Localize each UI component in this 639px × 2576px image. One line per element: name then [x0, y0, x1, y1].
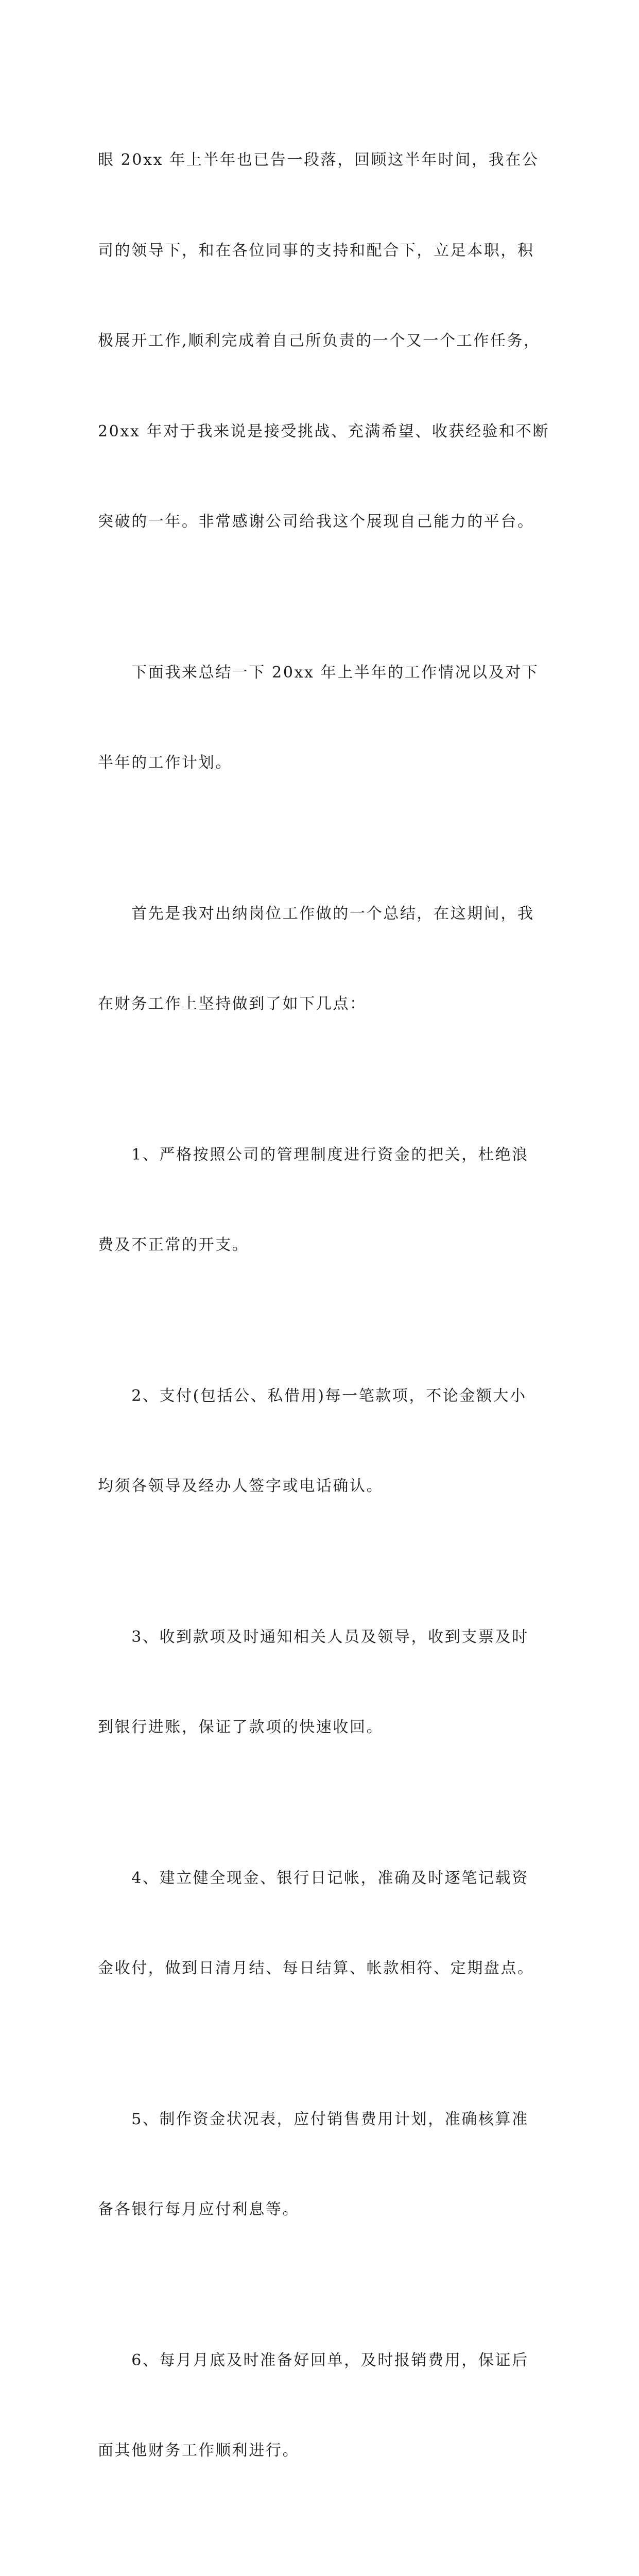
text-line: 备各银行每月应付利息等。: [98, 2195, 546, 2225]
text-line: 20xx 年对于我来说是接受挑战、充满希望、收获经验和不断: [98, 417, 546, 447]
text-line: 费及不正常的开支。: [98, 1230, 546, 1261]
text-line: 3、收到款项及时通知相关人员及领导，收到支票及时: [98, 1622, 546, 1653]
text-line: 半年的工作计划。: [98, 748, 546, 778]
text-line: 下面我来总结一下 20xx 年上半年的工作情况以及对下: [98, 658, 546, 688]
list-item-6: [98, 2285, 546, 2527]
text-line: 突破的一年。非常感谢公司给我这个展现自己能力的平台。: [98, 507, 546, 537]
list-item-2: [98, 1321, 546, 1562]
text-line: 金收付，做到日清月结、每日结算、帐款相符、定期盘点。: [98, 1954, 546, 1984]
text-line: 6、每月月底及时准备好回单，及时报销费用，保证后: [98, 2346, 546, 2376]
text-line: 4、建立健全现金、银行日记帐，准确及时逐笔记载资: [98, 1863, 546, 1894]
list-item-7: [98, 2527, 546, 2576]
text-line: 极展开工作,顺利完成着自己所负责的一个又一个工作任务，: [98, 326, 546, 357]
text-line: 司的领导下，和在各位同事的支持和配合下，立足本职，积: [98, 236, 546, 266]
list-item-4: [98, 1803, 546, 2044]
text-line: 2、支付(包括公、私借用)每一笔款项，不论金额大小: [98, 1381, 546, 1412]
text-line: 首先是我对出纳岗位工作做的一个总结，在这期间，我: [98, 899, 546, 929]
list-item-5: [98, 2044, 546, 2285]
paragraph-intro: [98, 85, 546, 598]
text-line: 5、制作资金状况表，应付销售费用计划，准确核算准: [98, 2105, 546, 2135]
document-body: [98, 85, 546, 2576]
text-line: 1、严格按照公司的管理制度进行资金的把关，杜绝浪: [98, 1140, 546, 1171]
paragraph-summary-intro: [98, 598, 546, 839]
text-line: 到银行进账，保证了款项的快速收回。: [98, 1713, 546, 1743]
text-line: 面其他财务工作顺利进行。: [98, 2436, 546, 2466]
list-item-3: [98, 1562, 546, 1803]
text-line: 眼 20xx 年上半年也已告一段落，回顾这半年时间，我在公: [98, 145, 546, 176]
document-page: [0, 0, 639, 904]
list-item-1: [98, 1080, 546, 1321]
paragraph-cashier-summary: [98, 839, 546, 1080]
text-line: 在财务工作上坚持做到了如下几点：: [98, 989, 546, 1020]
text-line: 均须各领导及经办人签字或电话确认。: [98, 1471, 546, 1502]
